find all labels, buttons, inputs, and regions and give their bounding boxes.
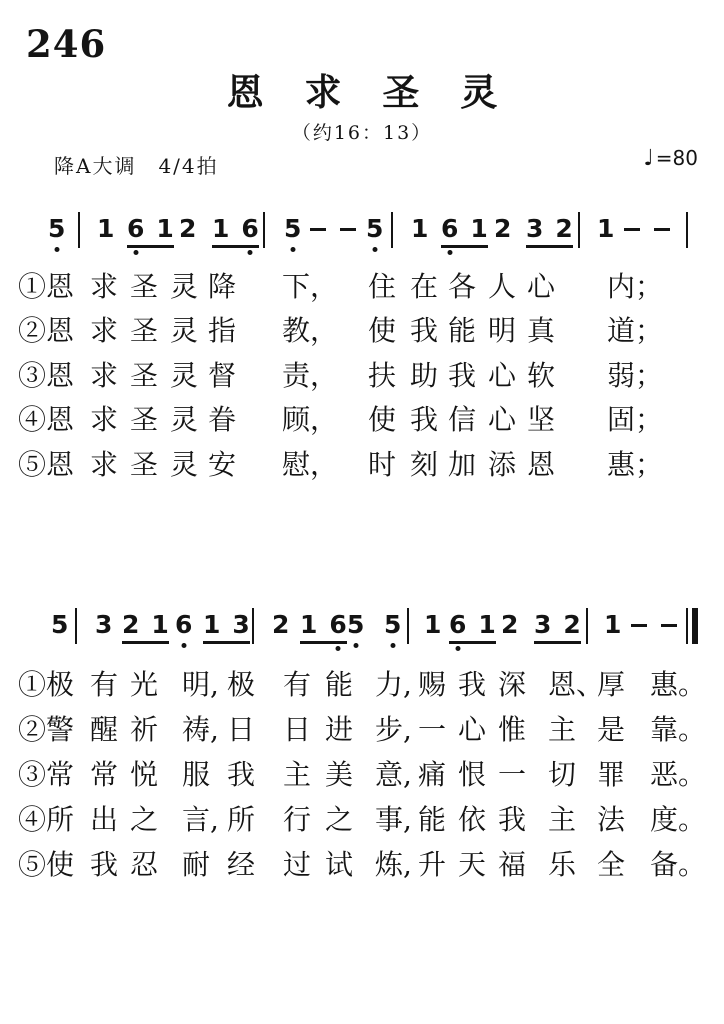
eighth-note-beam-group	[203, 610, 250, 644]
lyric-syllable: 降	[208, 270, 237, 303]
lyric-syllable: 各	[448, 270, 477, 303]
lyric-syllable: 圣	[130, 314, 159, 347]
lyric-syllable: 忍	[130, 848, 159, 881]
note-1: 1	[156, 214, 174, 243]
lyric-syllable: 下，	[282, 270, 339, 303]
hymn-title: 恩 求 圣 灵	[226, 70, 512, 114]
lyric-syllable: 住	[368, 270, 397, 303]
lyric-syllable: 责，	[282, 359, 339, 392]
lyric-syllable: 光	[130, 668, 159, 701]
lyric-syllable: 经	[227, 848, 256, 881]
note-6-low: 6	[441, 214, 459, 243]
note-1: 1	[97, 214, 115, 243]
lyric-syllable: 常	[90, 758, 119, 791]
barline	[252, 608, 254, 644]
note-1: 1	[151, 610, 169, 639]
lyric-syllable: 道；	[607, 314, 664, 347]
lyric-syllable: 安	[208, 448, 237, 481]
lyric-syllable: 醒	[90, 713, 119, 746]
lyric-syllable: 圣	[130, 359, 159, 392]
lyric-syllable: 我	[458, 668, 487, 701]
note-5-low: 5	[347, 610, 365, 639]
lyric-syllable: 日	[227, 713, 256, 746]
lyric-syllable: 心	[458, 713, 487, 746]
lyric-syllable: 之	[325, 803, 354, 836]
lyric-syllable: 真	[527, 314, 556, 347]
lyric-syllable: 极	[227, 668, 256, 701]
lyric-syllable: 一	[418, 713, 447, 746]
duration-dash	[631, 624, 647, 627]
key-and-time-signature: 降A大调 4/4拍	[54, 154, 219, 178]
note-2: 2	[122, 610, 140, 639]
lyric-syllable: 明	[488, 314, 517, 347]
lyric-syllable: 心	[488, 403, 517, 436]
lyric-syllable: 主	[548, 803, 577, 836]
note-1: 1	[424, 610, 442, 639]
duration-dash	[310, 228, 326, 231]
lyric-syllable: 软	[527, 359, 556, 392]
note-6-low: 6	[449, 610, 467, 639]
lyric-syllable: 灵	[170, 448, 199, 481]
eighth-note-beam-group	[449, 610, 496, 644]
lyric-syllable: 惠。	[650, 668, 707, 701]
lyric-syllable: 恩、	[548, 668, 605, 701]
lyric-syllable: 指	[208, 314, 237, 347]
lyric-syllable: 信	[448, 403, 477, 436]
lyric-syllable: ②警	[18, 713, 75, 746]
lyric-syllable: 惟	[498, 713, 527, 746]
lyric-syllable: 言,	[182, 803, 219, 836]
duration-dash	[654, 228, 670, 231]
music-notation-line-2	[0, 610, 724, 666]
lyric-syllable: 求	[90, 270, 119, 303]
lyric-syllable: 切	[548, 758, 577, 791]
barline	[75, 608, 77, 644]
quarter-note-icon: ♩	[643, 146, 654, 171]
lyric-syllable: 行	[283, 803, 312, 836]
lyric-syllable: 主	[548, 713, 577, 746]
lyric-syllable: 圣	[130, 270, 159, 303]
lyric-syllable: 全	[597, 848, 626, 881]
lyric-syllable: ⑤恩	[18, 448, 75, 481]
lyric-syllable: 罪	[597, 758, 626, 791]
lyric-syllable: 能	[418, 803, 447, 836]
note-3: 3	[95, 610, 113, 639]
lyric-syllable: 有	[283, 668, 312, 701]
lyric-syllable: 厚	[597, 668, 626, 701]
lyric-syllable: 圣	[130, 448, 159, 481]
barline	[586, 608, 588, 644]
lyric-syllable: 心	[488, 359, 517, 392]
scripture-reference: （约16：13）	[291, 122, 433, 144]
note-6-low: 6	[241, 214, 259, 243]
note-6-low: 6	[127, 214, 145, 243]
lyric-syllable: 能	[448, 314, 477, 347]
lyric-syllable: 事,	[375, 803, 412, 836]
eighth-note-beam-group	[300, 610, 347, 644]
note-2: 2	[501, 610, 519, 639]
lyric-syllable: 添	[488, 448, 517, 481]
barline	[263, 212, 265, 248]
note-3: 3	[526, 214, 544, 243]
tempo-value: =80	[655, 146, 698, 170]
lyric-syllable: 出	[90, 803, 119, 836]
note-1: 1	[597, 214, 615, 243]
lyric-syllable: 之	[130, 803, 159, 836]
eighth-note-beam-group	[526, 214, 573, 248]
lyric-syllable: 主	[283, 758, 312, 791]
note-3: 3	[534, 610, 552, 639]
lyric-syllable: 求	[90, 403, 119, 436]
note-2: 2	[272, 610, 290, 639]
lyric-syllable: 赐	[418, 668, 447, 701]
eighth-note-beam-group	[127, 214, 174, 248]
lyric-syllable: 靠。	[650, 713, 707, 746]
note-1: 1	[478, 610, 496, 639]
lyric-syllable: ⑤使	[18, 848, 75, 881]
note-1: 1	[203, 610, 221, 639]
note-1: 1	[300, 610, 318, 639]
note-6-low: 6	[329, 610, 347, 639]
lyric-syllable: 我	[410, 403, 439, 436]
lyric-syllable: ③常	[18, 758, 75, 791]
lyric-syllable: 我	[90, 848, 119, 881]
barline	[407, 608, 409, 644]
tempo-marking	[643, 146, 698, 171]
lyric-syllable: 祷,	[182, 713, 219, 746]
lyric-syllable: 求	[90, 314, 119, 347]
lyric-syllable: 一	[498, 758, 527, 791]
lyric-syllable: 教，	[282, 314, 339, 347]
lyric-syllable: ④所	[18, 803, 75, 836]
lyric-syllable: 时	[368, 448, 397, 481]
duration-dash	[661, 624, 677, 627]
note-1: 1	[470, 214, 488, 243]
lyric-syllable: 使	[368, 403, 397, 436]
lyric-syllable: 服	[182, 758, 211, 791]
note-2: 2	[563, 610, 581, 639]
lyric-syllable: 明,	[182, 668, 219, 701]
lyric-syllable: 进	[325, 713, 354, 746]
lyric-syllable: 日	[283, 713, 312, 746]
hymn-number: 246	[26, 22, 107, 66]
note-1: 1	[411, 214, 429, 243]
lyric-syllable: 惠；	[607, 448, 664, 481]
lyric-syllable: ③恩	[18, 359, 75, 392]
lyric-syllable: 所	[227, 803, 256, 836]
lyric-syllable: 乐	[548, 848, 577, 881]
note-1: 1	[212, 214, 230, 243]
lyric-syllable: 我	[498, 803, 527, 836]
lyric-syllable: 我	[227, 758, 256, 791]
lyric-syllable: 内；	[607, 270, 664, 303]
lyric-syllable: ④恩	[18, 403, 75, 436]
lyric-syllable: 恩	[527, 448, 556, 481]
final-barline-thick	[692, 608, 698, 644]
lyric-syllable: 美	[325, 758, 354, 791]
lyric-syllable: 祈	[130, 713, 159, 746]
duration-dash	[340, 228, 356, 231]
lyric-syllable: 灵	[170, 270, 199, 303]
lyric-syllable: 我	[448, 359, 477, 392]
lyric-syllable: 弱；	[607, 359, 664, 392]
eighth-note-beam-group	[122, 610, 169, 644]
lyric-syllable: 助	[410, 359, 439, 392]
lyric-syllable: 求	[90, 359, 119, 392]
note-5-low: 5	[384, 610, 402, 639]
lyric-syllable: ②恩	[18, 314, 75, 347]
note-1: 1	[604, 610, 622, 639]
note-2: 2	[494, 214, 512, 243]
lyric-syllable: 固；	[607, 403, 664, 436]
note-6-low: 6	[175, 610, 193, 639]
lyric-syllable: 督	[208, 359, 237, 392]
lyric-syllable: 天	[458, 848, 487, 881]
note-5-low: 5	[48, 214, 66, 243]
lyric-syllable: 坚	[527, 403, 556, 436]
lyric-syllable: 法	[597, 803, 626, 836]
lyric-syllable: 深	[498, 668, 527, 701]
lyric-syllable: ①恩	[18, 270, 75, 303]
lyric-syllable: 求	[90, 448, 119, 481]
lyric-syllable: ①极	[18, 668, 75, 701]
lyric-syllable: 刻	[410, 448, 439, 481]
note-3: 3	[232, 610, 250, 639]
note-5: 5	[51, 610, 69, 639]
lyric-syllable: 眷	[208, 403, 237, 436]
music-notation-line-1	[0, 214, 724, 270]
lyric-syllable: 顾，	[282, 403, 339, 436]
lyric-syllable: 意,	[375, 758, 412, 791]
lyric-syllable: 心	[527, 270, 556, 303]
lyric-syllable: 悦	[130, 758, 159, 791]
barline	[686, 212, 688, 248]
duration-dash	[624, 228, 640, 231]
lyric-syllable: 是	[597, 713, 626, 746]
lyric-syllable: 灵	[170, 403, 199, 436]
lyric-syllable: 使	[368, 314, 397, 347]
lyric-syllable: 人	[488, 270, 517, 303]
lyric-syllable: 灵	[170, 314, 199, 347]
barline	[391, 212, 393, 248]
lyric-syllable: 备。	[650, 848, 707, 881]
lyric-syllable: 加	[448, 448, 477, 481]
lyric-syllable: 恶。	[650, 758, 707, 791]
note-2: 2	[555, 214, 573, 243]
lyric-syllable: 我	[410, 314, 439, 347]
lyric-syllable: 力,	[375, 668, 412, 701]
note-5-low: 5	[284, 214, 302, 243]
lyric-syllable: 耐	[182, 848, 211, 881]
lyric-syllable: 能	[325, 668, 354, 701]
barline	[78, 212, 80, 248]
lyric-syllable: 炼,	[375, 848, 412, 881]
eighth-note-beam-group	[441, 214, 488, 248]
lyric-syllable: 灵	[170, 359, 199, 392]
note-2: 2	[179, 214, 197, 243]
lyric-syllable: 在	[410, 270, 439, 303]
lyric-syllable: 过	[283, 848, 312, 881]
lyric-syllable: 步,	[375, 713, 412, 746]
lyric-syllable: 度。	[650, 803, 707, 836]
lyric-syllable: 恨	[458, 758, 487, 791]
lyric-syllable: 圣	[130, 403, 159, 436]
eighth-note-beam-group	[212, 214, 259, 248]
lyric-syllable: 慰，	[282, 448, 339, 481]
lyric-syllable: 福	[498, 848, 527, 881]
barline	[578, 212, 580, 248]
lyric-syllable: 扶	[368, 359, 397, 392]
note-5-low: 5	[366, 214, 384, 243]
eighth-note-beam-group	[534, 610, 581, 644]
lyric-syllable: 痛	[418, 758, 447, 791]
lyric-syllable: 试	[325, 848, 354, 881]
lyric-syllable: 升	[418, 848, 447, 881]
lyric-syllable: 依	[458, 803, 487, 836]
lyric-syllable: 有	[90, 668, 119, 701]
final-barline	[686, 608, 698, 644]
final-barline-thin	[686, 608, 688, 644]
